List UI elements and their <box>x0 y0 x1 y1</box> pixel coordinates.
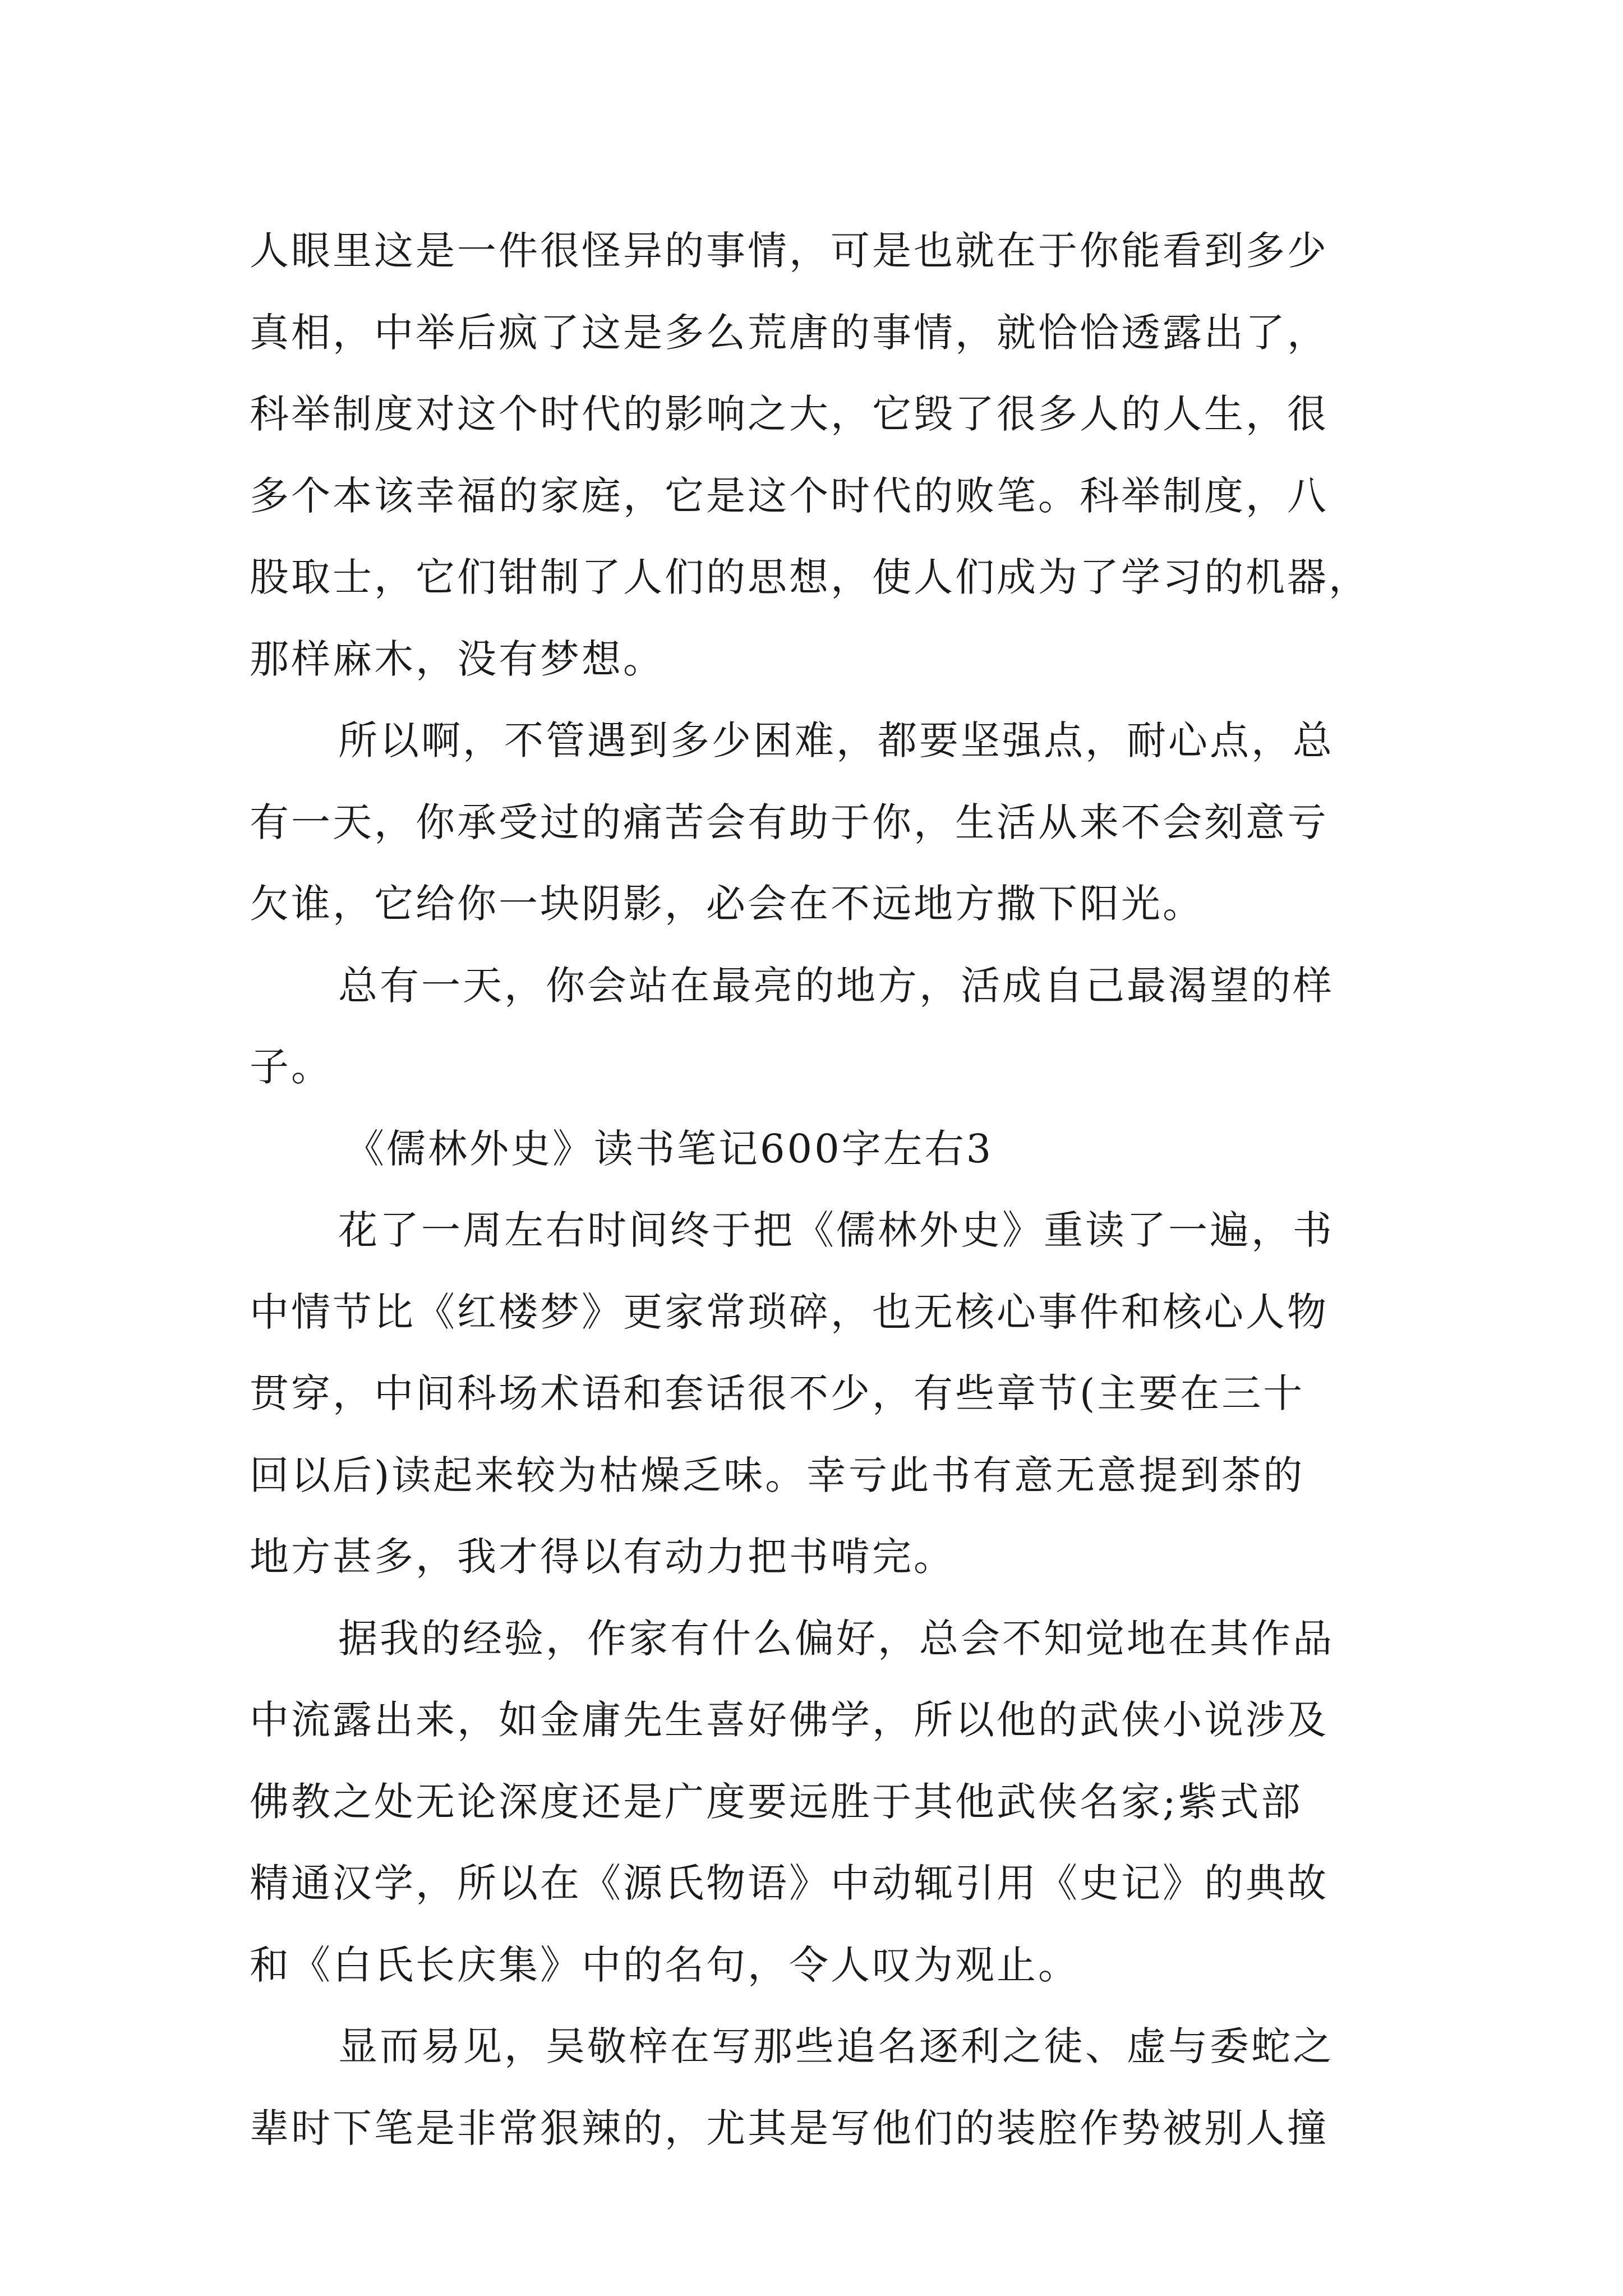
text-line: 和《白氏长庆集》中的名句，令人叹为观止。 <box>250 1941 1080 1988</box>
section-heading: 《儒林外史》读书笔记600字左右3 <box>345 1125 994 1172</box>
text-line: 股取士，它们钳制了人们的思想，使人们成为了学习的机器， <box>250 554 1370 600</box>
text-line: 人眼里这是一件很怪异的事情，可是也就在于你能看到多少 <box>250 228 1329 274</box>
text-line: 多个本该幸福的家庭，它是这个时代的败笔。科举制度，八 <box>250 472 1329 519</box>
text-line: 那样麻木，没有梦想。 <box>250 636 665 682</box>
text-line: 科举制度对这个时代的影响之大，它毁了很多人的人生，很 <box>250 391 1329 437</box>
text-line: 精通汉学，所以在《源氏物语》中动辄引用《史记》的典故 <box>250 1860 1329 1906</box>
paragraph-first-line: 所以啊，不管遇到多少困难，都要坚强点，耐心点，总 <box>338 717 1334 763</box>
text-line: 佛教之处无论深度还是广度要远胜于其他武侠名家;紫式部 <box>250 1778 1303 1825</box>
text-line: 中情节比《红楼梦》更家常琐碎，也无核心事件和核心人物 <box>250 1289 1329 1335</box>
text-line: 回以后)读起来较为枯燥乏味。幸亏此书有意无意提到茶的 <box>250 1452 1305 1498</box>
paragraph-first-line: 总有一天，你会站在最亮的地方，活成自己最渴望的样 <box>338 962 1334 1009</box>
paragraph-first-line: 据我的经验，作家有什么偏好，总会不知觉地在其作品 <box>338 1615 1334 1662</box>
paragraph-first-line: 显而易见，吴敬梓在写那些追名逐利之徒、虚与委蛇之 <box>338 2023 1334 2069</box>
text-line: 地方甚多，我才得以有动力把书啃完。 <box>250 1534 955 1580</box>
text-line: 中流露出来，如金庸先生喜好佛学，所以他的武侠小说涉及 <box>250 1697 1329 1743</box>
body-text <box>250 210 1382 2169</box>
text-line: 有一天，你承受过的痛苦会有助于你，生活从来不会刻意亏 <box>250 799 1329 845</box>
paragraph-first-line: 花了一周左右时间终于把《儒林外史》重读了一遍，书 <box>338 1207 1334 1253</box>
text-line: 贯穿，中间科场术语和套话很不少，有些章节(主要在三十 <box>250 1370 1305 1416</box>
text-line: 辈时下笔是非常狠辣的，尤其是写他们的装腔作势被别人撞 <box>250 2105 1329 2151</box>
text-line: 真相，中举后疯了这是多么荒唐的事情，就恰恰透露出了， <box>250 309 1329 356</box>
text-line: 子。 <box>250 1044 333 1090</box>
text-line: 欠谁，它给你一块阴影，必会在不远地方撒下阳光。 <box>250 881 1204 927</box>
